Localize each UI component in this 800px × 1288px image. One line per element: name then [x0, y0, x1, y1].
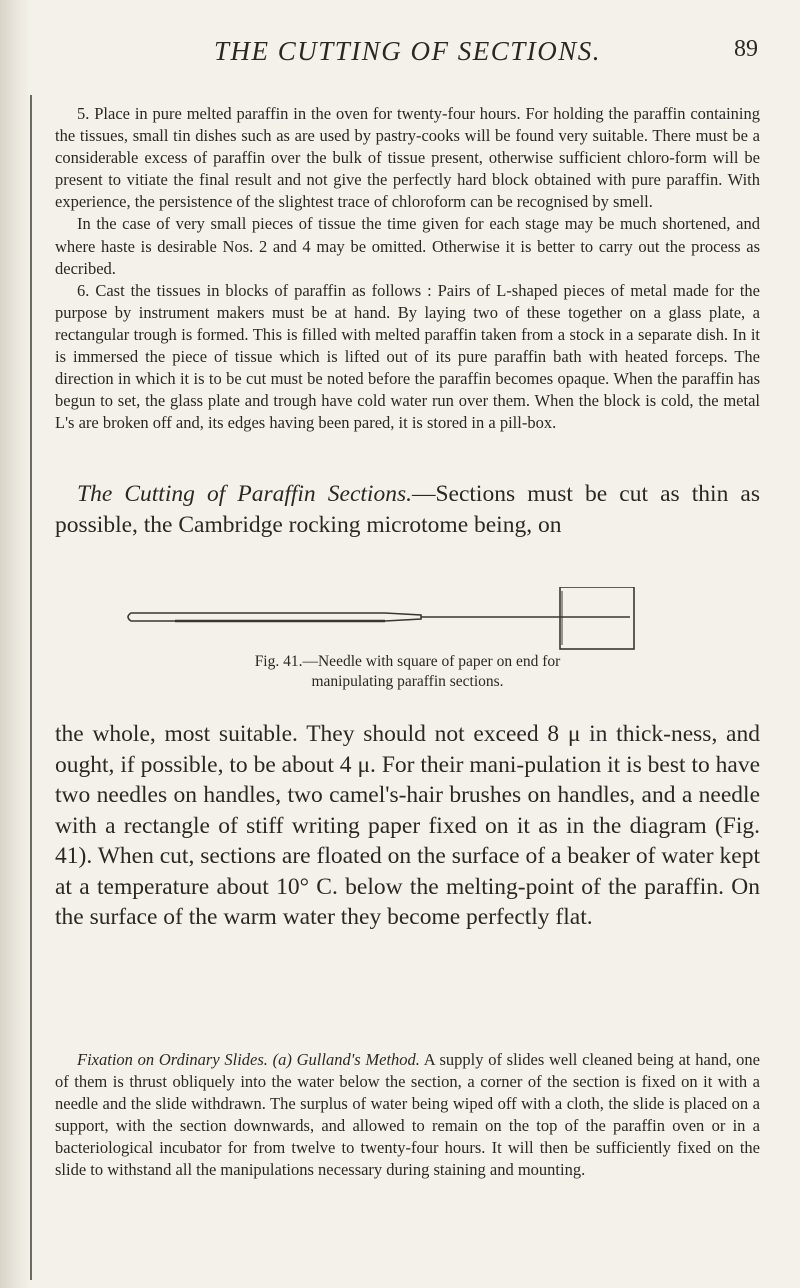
- fixation-heading: Fixation on Ordinary Slides. (a) Gulland's Method.: [77, 1050, 420, 1069]
- fixation-paragraph: [55, 1049, 760, 1182]
- page-gutter-edge: [30, 95, 32, 1280]
- page-number: 89: [734, 36, 758, 62]
- book-spine-shadow: [0, 0, 30, 1288]
- cutting-section-body: [55, 719, 760, 933]
- fixation-body: A supply of slides well cleaned being at hand, one of them is thrust obliquely into the water below the section, a corner of the section is fixed on it with a needle and the slide withdrawn. The surplus of water being wiped off with a cloth, the slide is placed on a support, with the section downwards, and allowed to remain on the top of the paraffin oven or in a bacteriological incubator for from twelve to twenty-four hours. It will then be sufficiently fixed on the slide to withstand all the manipulations necessary during staining and mounting.: [55, 1050, 760, 1180]
- running-head: [55, 36, 760, 76]
- paragraph-step-5: 5. Place in pure melted paraffin in the oven for twenty-four hours. For holding the paraffin containing the tissues, small tin dishes such as are used by pastry-cooks will be found very suitable. There must be a considerable excess of paraffin over the bulk of tissue present, otherwise sufficient chloro-form will be present to vitiate the final result and not give the perfectly hard block obtained with pure paraffin. With experience, the persistence of the slightest trace of chloroform can be recognised by smell.: [55, 104, 760, 212]
- caption-line-2: manipulating paraffin sections.: [311, 673, 504, 690]
- running-title: THE CUTTING OF SECTIONS.: [213, 36, 602, 66]
- cutting-section-intro: [55, 479, 760, 540]
- figure-41: [55, 587, 760, 707]
- cutting-heading: The Cutting of Paraffin Sections.: [77, 481, 412, 507]
- cutting-intro-paragraph: [55, 479, 760, 540]
- needle-with-paper-square-diagram: [55, 587, 760, 651]
- paragraph-small-pieces: In the case of very small pieces of tissue the time given for each stage may be much shortened, and where haste is desirable Nos. 2 and 4 may be omitted. Otherwise it is better to carry out the process as decribed.: [55, 214, 760, 278]
- small-print-steps: [55, 103, 760, 434]
- figure-caption: [55, 652, 760, 692]
- fixation-section: [55, 1049, 760, 1182]
- cutting-intro-text: —Sections must be cut as thin as possible, the Cambridge rocking microtome being, on: [55, 481, 760, 538]
- cutting-continuation-paragraph: the whole, most suitable. They should not exceed 8 μ in thick-ness, and ought, if possible, to be about 4 μ. For their mani-pulation it is best to have two needles on handles, two camel's-hair brushes on handles, and a needle with a rectangle of stiff writing paper fixed on it as in the diagram (Fig. 41). When cut, sections are floated on the surface of a beaker of water kept at a temperature about 10° C. below the melting-point of the paraffin. On the surface of the warm water they become perfectly flat.: [55, 721, 760, 930]
- caption-line-1: Fig. 41.—Needle with square of paper on end for: [254, 653, 561, 670]
- paragraph-step-6: 6. Cast the tissues in blocks of paraffin as follows : Pairs of L-shaped pieces of metal made for the purpose by instrument makers must be at hand. By laying two of these together on a glass plate, a rectangular trough is formed. This is filled with melted paraffin taken from a stock in a separate dish. In it is immersed the piece of tissue which is lifted out of its pure paraffin bath with heated forceps. The direction in which it is to be cut must be noted before the paraffin becomes opaque. When the paraffin has begun to set, the glass plate and trough have cold water run over them. When the block is cold, the metal L's are broken off and, its edges having been pared, it is stored in a pill-box.: [55, 280, 760, 433]
